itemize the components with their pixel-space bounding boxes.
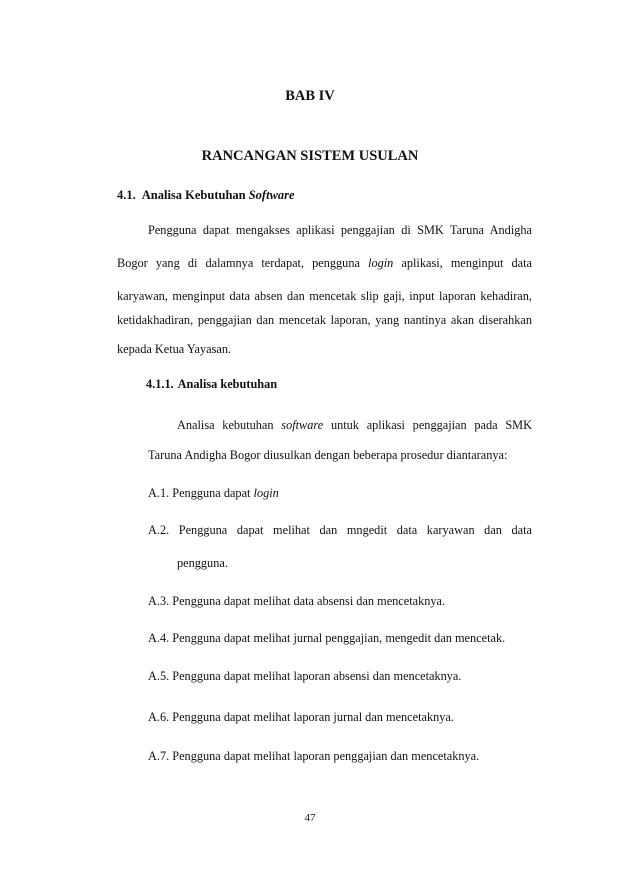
paragraph-line [177, 418, 532, 433]
section-title: Analisa Kebutuhan [141, 188, 246, 202]
paragraph-line: kepada Ketua Yayasan. [117, 342, 232, 356]
subsection-heading-4-1-1 [146, 377, 277, 392]
list-item: A.2. Pengguna dapat melihat dan mngedit data karyawan dan data [148, 523, 532, 537]
subsection-number: 4.1.1. [146, 377, 174, 391]
paragraph-line: karyawan, menginput data absen dan mencetak slip gaji, input laporan kehadiran, [117, 289, 532, 303]
paragraph-line: ketidakhadiran, penggajian dan mencetak laporan, yang nantinya akan diserahkan [117, 313, 532, 327]
italic-term: login [368, 256, 394, 270]
section-number: 4.1. [117, 188, 136, 202]
text-span: Analisa kebutuhan [177, 418, 274, 432]
section-title-italic: Software [248, 188, 295, 202]
paragraph-line: Pengguna dapat mengakses aplikasi penggajian di SMK Taruna Andigha [148, 223, 532, 237]
paragraph-line [117, 256, 532, 271]
list-item: A.4. Pengguna dapat melihat jurnal penggajian, mengedit dan mencetak. [148, 631, 506, 645]
text-span: aplikasi, menginput data [401, 256, 532, 270]
list-item [148, 486, 279, 501]
text-span: untuk aplikasi penggajian pada SMK [330, 418, 532, 432]
chapter-title: RANCANGAN SISTEM USULAN [201, 148, 419, 164]
list-item-continuation: pengguna. [177, 556, 228, 570]
text-span: Bogor yang di dalamnya terdapat, pengguna [117, 256, 360, 270]
text-span: A.1. Pengguna dapat [148, 486, 251, 500]
italic-term: login [253, 486, 279, 500]
paragraph-line: Taruna Andigha Bogor diusulkan dengan beberapa prosedur diantaranya: [148, 448, 508, 462]
list-item: A.7. Pengguna dapat melihat laporan penggajian dan mencetaknya. [148, 749, 480, 763]
list-item: A.5. Pengguna dapat melihat laporan absensi dan mencetaknya. [148, 669, 462, 683]
chapter-number: BAB IV [285, 88, 335, 104]
page-number: 47 [304, 812, 316, 824]
list-item: A.3. Pengguna dapat melihat data absensi dan mencetaknya. [148, 594, 446, 608]
subsection-title: Analisa kebutuhan [177, 377, 278, 391]
section-heading-4-1 [117, 188, 295, 203]
italic-term: software [281, 418, 324, 432]
list-item: A.6. Pengguna dapat melihat laporan jurnal dan mencetaknya. [148, 710, 454, 724]
